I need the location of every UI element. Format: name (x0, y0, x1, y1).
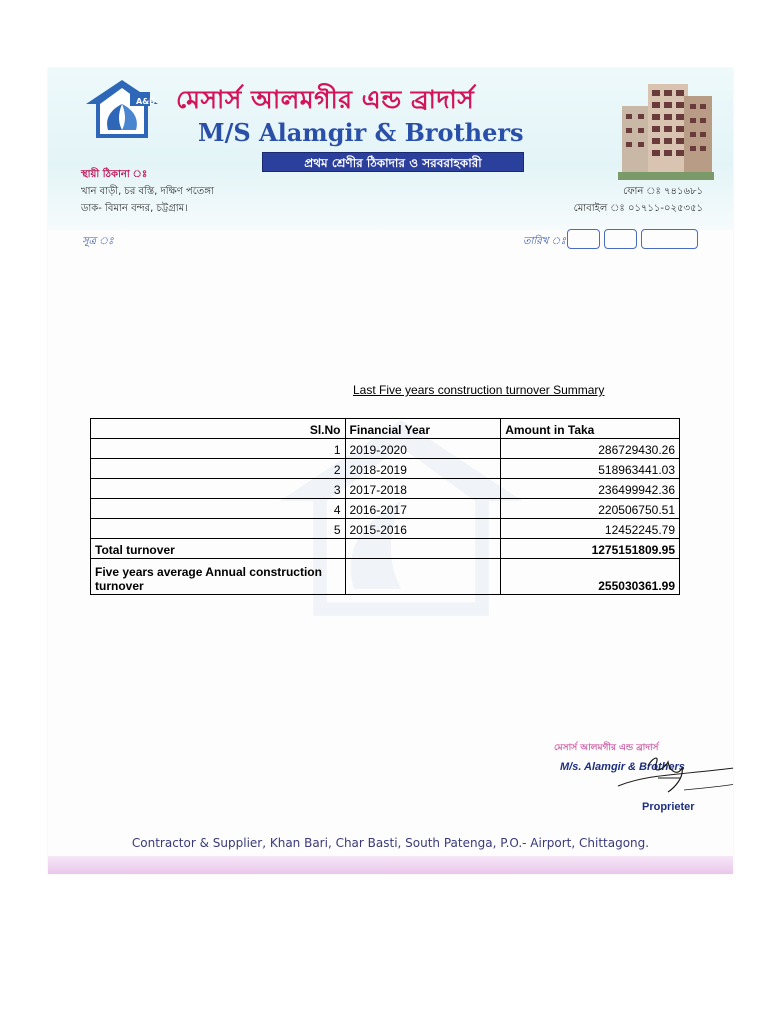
row-amount: 518963441.03 (501, 459, 680, 479)
company-tagline: প্রথম শ্রেণীর ঠিকাদার ও সরবরাহকারী (262, 152, 524, 172)
building-illustration (618, 76, 714, 180)
total-value: 1275151809.95 (501, 539, 680, 559)
summary-title: Last Five years construction turnover Summary (353, 383, 605, 397)
table-row (91, 519, 680, 539)
row-sl-no: 2 (91, 459, 346, 479)
row-amount: 220506750.51 (501, 499, 680, 519)
row-financial-year: 2019-2020 (345, 439, 501, 459)
average-label: Five years average Annual construction turnover (91, 559, 346, 595)
row-sl-no: 4 (91, 499, 346, 519)
reference-label: সূত্র ঃ (82, 236, 114, 247)
table-header-row (91, 419, 680, 439)
total-row (91, 539, 680, 559)
row-amount: 236499942.36 (501, 479, 680, 499)
row-financial-year: 2015-2016 (345, 519, 501, 539)
header-sl-no: Sl.No (91, 419, 346, 439)
row-sl-no: 1 (91, 439, 346, 459)
phone-number: ফোন ঃ ৭৪১৬৮১ (623, 186, 703, 197)
average-empty-cell (345, 559, 501, 595)
row-financial-year: 2018-2019 (345, 459, 501, 479)
company-name-english: M/S Alamgir & Brothers (198, 118, 524, 147)
mobile-number: মোবাইল ঃ ০১৭১১-০২৫৩৫১ (573, 203, 703, 214)
address-line-2: ডাক- বিমান বন্দর, চট্টগ্রাম। (81, 203, 188, 214)
header-financial-year: Financial Year (345, 419, 501, 439)
date-label: তারিখ ঃ (523, 236, 566, 247)
turnover-table (90, 418, 680, 595)
stamp-company-name: M/s. Alamgir & Brothers (560, 761, 685, 773)
row-amount: 286729430.26 (501, 439, 680, 459)
row-amount: 12452245.79 (501, 519, 680, 539)
handwritten-signature (608, 748, 733, 808)
table-row (91, 499, 680, 519)
row-financial-year: 2016-2017 (345, 499, 501, 519)
stamp-role: Proprieter (642, 801, 695, 813)
company-name-bangla: মেসার্স আলমগীর এন্ড ব্রাদার্স (176, 85, 475, 114)
letterhead-header (48, 68, 733, 230)
letterhead-page (48, 68, 733, 874)
footer-bar (48, 856, 733, 874)
table-row (91, 459, 680, 479)
average-row (91, 559, 680, 595)
footer-text: Contractor & Supplier, Khan Bari, Char Basti, South Patenga, P.O.- Airport, Chittagong. (131, 836, 650, 850)
table-row (91, 439, 680, 459)
address-label: স্থায়ী ঠিকানা ঃ (81, 169, 148, 180)
total-label: Total turnover (91, 539, 346, 559)
header-amount: Amount in Taka (501, 419, 680, 439)
date-day-box (567, 229, 600, 249)
table-row (91, 479, 680, 499)
address-line-1: খান বাড়ী, চর বস্তি, দক্ষিণ পতেঙ্গা (81, 186, 214, 197)
stamp-company-bangla: মেসার্স আলমগীর এন্ড ব্রাদার্স (554, 743, 659, 753)
logo-text: A&B (136, 97, 156, 106)
row-sl-no: 5 (91, 519, 346, 539)
date-year-box (641, 229, 698, 249)
company-logo (82, 78, 162, 140)
date-month-box (604, 229, 637, 249)
average-value: 255030361.99 (501, 559, 680, 595)
total-empty-cell (345, 539, 501, 559)
row-sl-no: 3 (91, 479, 346, 499)
row-financial-year: 2017-2018 (345, 479, 501, 499)
